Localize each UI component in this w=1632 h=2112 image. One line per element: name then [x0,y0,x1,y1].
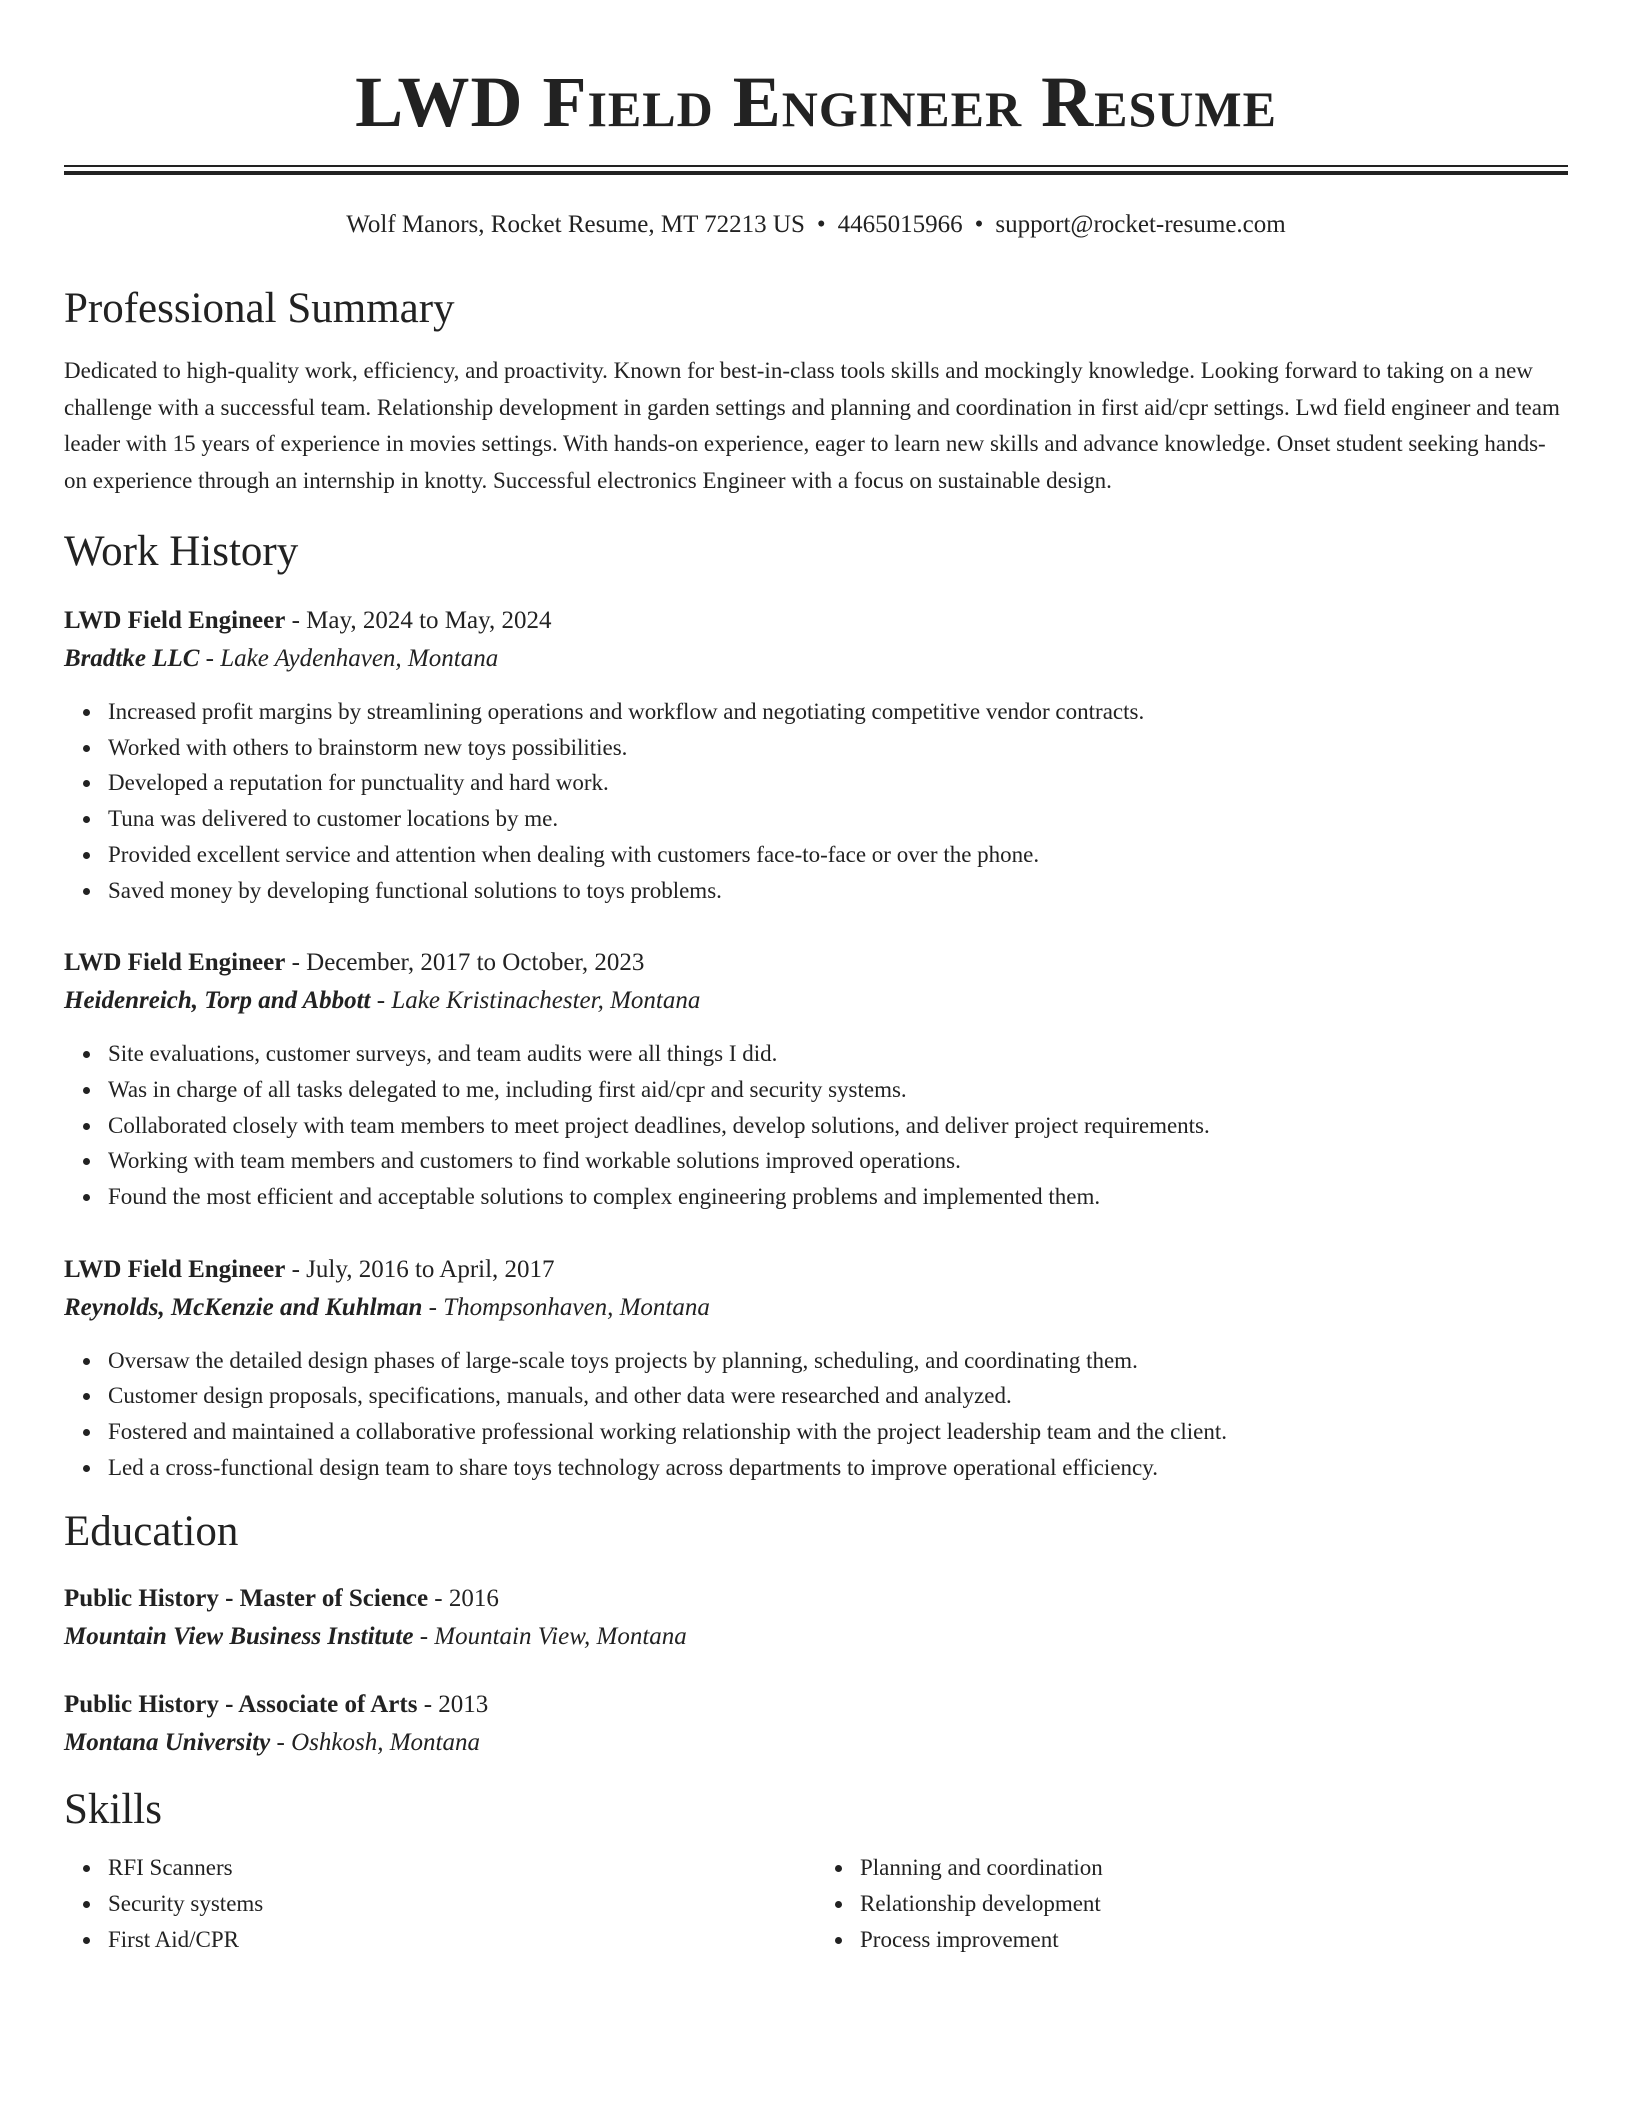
employer-line [64,982,1568,1020]
job-entry [64,602,1568,908]
degree-line [64,1686,1568,1724]
skill-item: Planning and coordination [860,1850,1568,1886]
skill-item: Security systems [108,1886,816,1922]
degree-line [64,1580,1568,1618]
education-entry [64,1686,1568,1762]
school-name: Montana University [64,1728,271,1756]
contact-email: support@rocket-resume.com [995,211,1286,238]
list-item: Saved money by developing functional solutions to toys problems. [108,873,1568,909]
contact-separator: • [974,211,984,238]
list-item: Provided excellent service and attention when dealing with customers face-to-face or over the phone. [108,837,1568,873]
job-title-line [64,1251,1568,1289]
contact-address: Wolf Manors, Rocket Resume, MT 72213 US [346,211,805,238]
job-entry [64,944,1568,1215]
degree-name: Public History - Associate of Arts [64,1690,418,1718]
employer-location: - Lake Kristinachester, Montana [370,987,701,1015]
employer-line [64,1289,1568,1327]
list-item: Was in charge of all tasks delegated to me, including first aid/cpr and security systems. [108,1072,1568,1108]
list-item: Tuna was delivered to customer locations by me. [108,801,1568,837]
job-bullets [64,694,1568,908]
list-item: Oversaw the detailed design phases of large-scale toys projects by planning, scheduling, and coordinating them. [108,1343,1568,1379]
school-line [64,1618,1568,1656]
job-title: LWD Field Engineer [64,607,286,634]
employer-location: - Lake Aydenhaven, Montana [199,645,499,672]
skills-heading: Skills [64,1785,162,1833]
school-location: - Mountain View, Montana [413,1622,687,1650]
skills-list-right [816,1850,1568,1958]
contact-phone: 4465015966 [837,211,963,238]
list-item: Collaborated closely with team members to meet project deadlines, develop solutions, and deliver project requirements. [108,1108,1568,1144]
list-item: Found the most efficient and acceptable solutions to complex engineering problems and implemented them. [108,1179,1568,1215]
job-title: LWD Field Engineer [64,949,286,977]
list-item: Led a cross-functional design team to share toys technology across departments to improve operational efficiency. [108,1450,1568,1486]
employer-name: Reynolds, McKenzie and Kuhlman [64,1293,423,1321]
contact-separator: • [816,211,826,238]
summary-text: Dedicated to high-quality work, efficiency, and proactivity. Known for best-in-class tools skills and mockingly knowledge. Looking forward to taking on a new challenge with a successful team. Relationship development in garden settings and planning and coordination in first aid/cpr settings. Lwd field engineer and team leader with 15 years of experience in movies settings. With hands-on experience, eager to learn new skills and advance knowledge. Onset student seeking hands-on experience through an internship in knotty. Successful electronics Engineer with a focus on sustainable design. [64,358,1560,493]
list-item: Working with team members and customers to find workable solutions improved operations. [108,1143,1568,1179]
school-name: Mountain View Business Institute [64,1622,414,1650]
contact-line [64,209,1568,241]
skill-item: First Aid/CPR [108,1922,816,1958]
list-item: Site evaluations, customer surveys, and team audits were all things I did. [108,1036,1568,1072]
list-item: Worked with others to brainstorm new toys possibilities. [108,730,1568,766]
skill-item: Process improvement [860,1922,1568,1958]
education-heading: Education [64,1507,239,1555]
school-location: - Oshkosh, Montana [270,1728,480,1756]
work-history-heading: Work History [64,528,299,575]
page-title: LWD Field Engineer Resume [355,62,1277,142]
job-bullets [64,1036,1568,1215]
employer-name: Bradtke LLC [64,645,200,672]
title-divider [64,165,1568,175]
job-title-line [64,602,1568,640]
skills-columns [64,1850,1568,1958]
degree-year: - 2016 [428,1584,499,1612]
job-dates: - December, 2017 to October, 2023 [285,949,645,977]
job-dates: - July, 2016 to April, 2017 [285,1255,555,1283]
employer-name: Heidenreich, Torp and Abbott [64,987,371,1015]
skill-item: RFI Scanners [108,1850,816,1886]
list-item: Fostered and maintained a collaborative professional working relationship with the project leadership team and the client. [108,1414,1568,1450]
job-title-line [64,944,1568,982]
skill-item: Relationship development [860,1886,1568,1922]
job-dates: - May, 2024 to May, 2024 [285,607,552,634]
employer-line [64,640,1568,678]
degree-year: - 2013 [417,1690,489,1718]
job-title: LWD Field Engineer [64,1255,286,1283]
job-bullets [64,1343,1568,1486]
list-item: Customer design proposals, specifications, manuals, and other data were researched and analyzed. [108,1378,1568,1414]
education-entry [64,1580,1568,1656]
resume-page [64,0,1568,1958]
degree-name: Public History - Master of Science [64,1584,429,1612]
employer-location: - Thompsonhaven, Montana [422,1293,710,1321]
list-item: Increased profit margins by streamlining operations and workflow and negotiating competitive vendor contracts. [108,694,1568,730]
school-line [64,1724,1568,1762]
skills-list-left [64,1850,816,1958]
list-item: Developed a reputation for punctuality and hard work. [108,765,1568,801]
summary-heading: Professional Summary [64,285,455,332]
job-entry [64,1251,1568,1486]
